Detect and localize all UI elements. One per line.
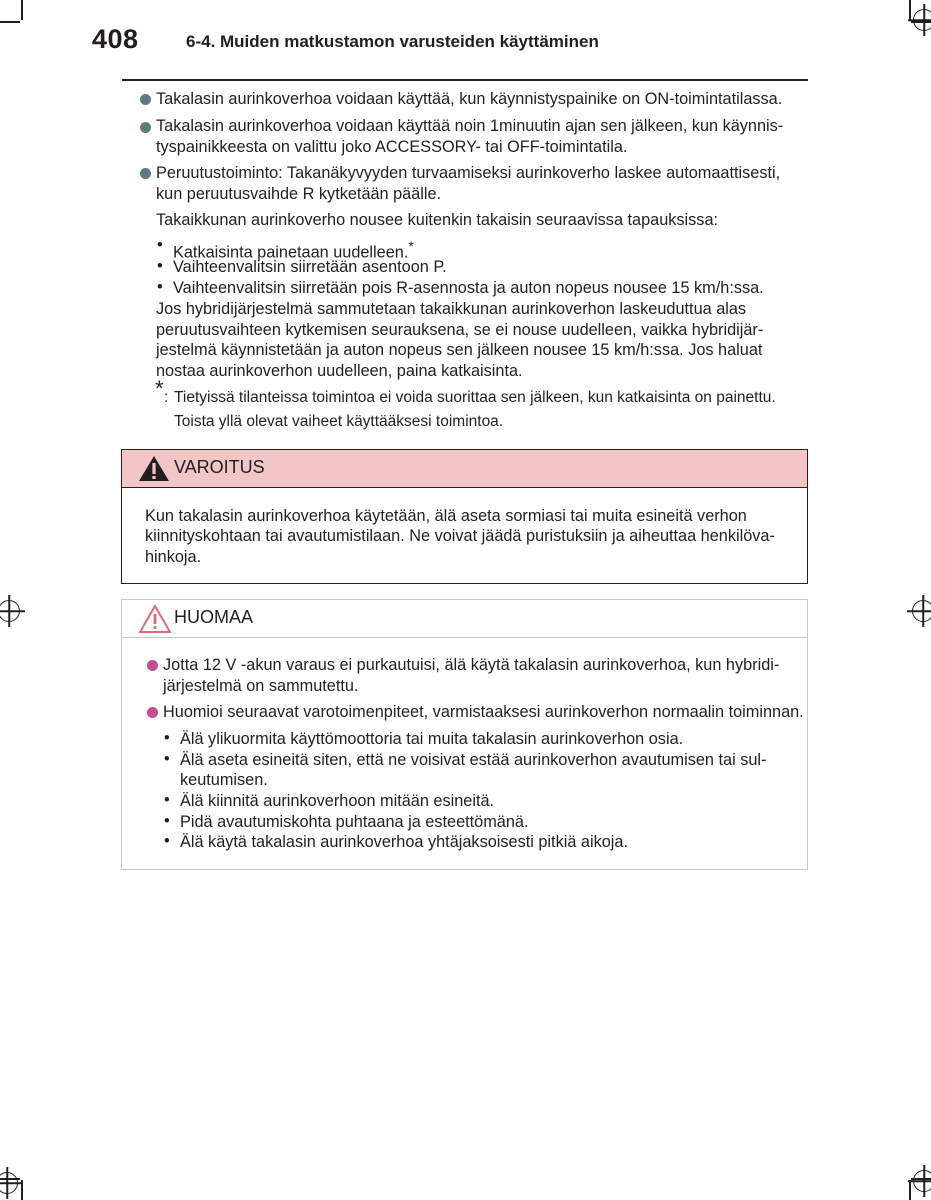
paragraph: Takalasin aurinkoverhoa voidaan käyttää, kun käynnistyspainike on ON-toimintatilassa.: [156, 90, 783, 108]
asterisk: *: [408, 238, 414, 254]
sub-bullet-marker: •: [157, 257, 163, 275]
paragraph-line: Jos hybridijärjestelmä sammutetaan takaikkunan aurinkoverhon laskeuduttua alas: [156, 300, 747, 318]
footnote-colon: :: [164, 389, 169, 406]
sub-bullet-marker: •: [164, 750, 170, 768]
notice-line: Jotta 12 V -akun varaus ei purkautuisi, älä käytä takalasin aurinkoverhoa, kun hybridi-: [163, 656, 780, 674]
bullet-icon: [140, 122, 151, 133]
sub-bullet-text: Vaihteenvalitsin siirretään pois R-asennosta ja auton nopeus nousee 15 km/h:ssa.: [173, 279, 764, 297]
crop-mark: [0, 21, 20, 23]
paragraph-line: Peruutustoiminto: Takanäkyvyyden turvaamiseksi aurinkoverho laskee automaattisesti,: [156, 164, 781, 182]
notice-title: HUOMAA: [174, 607, 254, 627]
notice-sub-item: keutumisen.: [180, 771, 268, 789]
bullet-icon: [147, 660, 158, 671]
notice-sub-item: Pidä avautumiskohta puhtaana ja esteettömänä.: [180, 813, 529, 831]
caution-triangle-icon: [138, 604, 172, 634]
warning-triangle-icon: [138, 455, 170, 482]
sub-bullet-text: Vaihteenvalitsin siirretään asentoon P.: [173, 258, 447, 276]
warning-box: [121, 449, 808, 584]
registration-mark-icon: [0, 1172, 18, 1194]
registration-mark-icon: [912, 600, 931, 622]
notice-line: järjestelmä on sammutettu.: [163, 677, 359, 695]
paragraph-line: jestelmä käynnistetään ja auton nopeus sen jälkeen nousee 15 km/h:ssa. Jos haluat: [156, 341, 763, 359]
warning-line: Kun takalasin aurinkoverhoa käytetään, älä aseta sormiasi tai muita esineitä verhon: [145, 507, 747, 525]
footnote-text: Tietyissä tilanteissa toimintoa ei voida suorittaa sen jälkeen, kun katkaisinta on painettu.: [174, 389, 776, 406]
notice-sub-item: Älä kiinnitä aurinkoverhoon mitään esineitä.: [180, 792, 495, 810]
warning-header: [122, 450, 807, 488]
registration-mark-icon: [913, 9, 931, 31]
bullet-icon: [140, 168, 151, 179]
footnote-marker: *: [155, 376, 164, 401]
sub-bullet-marker: •: [164, 729, 170, 747]
sub-bullet-marker: •: [157, 278, 163, 296]
notice-header: [122, 600, 807, 638]
notice-sub-item: Älä aseta esineitä siten, että ne voisivat estää aurinkoverhon avautumisen tai sul-: [180, 751, 767, 769]
sub-bullet-marker: •: [157, 236, 163, 254]
paragraph-line: kun peruutusvaihde R kytketään päälle.: [156, 185, 442, 203]
sub-bullet-text: Katkaisinta painetaan uudelleen.*: [173, 238, 414, 262]
page-number: 408: [92, 24, 139, 54]
section-title: 6-4. Muiden matkustamon varusteiden käyttäminen: [186, 32, 599, 51]
bullet-icon: [140, 94, 151, 105]
sub-bullet-marker: •: [164, 812, 170, 830]
warning-title: VAROITUS: [174, 457, 265, 477]
bullet-icon: [147, 707, 158, 718]
warning-line: kiinnityskohtaan tai avautumistilaan. Ne voivat jäädä puristuksiin ja aiheuttaa henkilöva-: [145, 527, 775, 545]
notice-line: Huomioi seuraavat varotoimenpiteet, varmistaaksesi aurinkoverhon normaalin toiminnan.: [163, 703, 804, 721]
paragraph-line: Takaikkunan aurinkoverho nousee kuitenkin takaisin seuraavissa tapauksissa:: [156, 211, 719, 229]
paragraph-line: nostaa aurinkoverhon uudelleen, paina katkaisinta.: [156, 362, 523, 380]
paragraph-line: tyspainikkeesta on valittu joko ACCESSORY- tai OFF-toimintatila.: [156, 138, 628, 156]
sub-bullet-marker: •: [164, 832, 170, 850]
notice-sub-item: Älä ylikuormita käyttömoottoria tai muita takalasin aurinkoverhon osia.: [180, 730, 684, 748]
notice-sub-item: Älä käytä takalasin aurinkoverhoa yhtäjaksoisesti pitkiä aikoja.: [180, 833, 628, 851]
footnote-text: Toista yllä olevat vaiheet käyttääksesi toimintoa.: [174, 413, 504, 430]
paragraph-line: Takalasin aurinkoverhoa voidaan käyttää noin 1minuutin ajan sen jälkeen, kun käynnis-: [156, 117, 784, 135]
paragraph-line: peruutusvaihteen kytkemisen seurauksena, se ei nouse uudelleen, vaikka hybridijär-: [156, 321, 764, 339]
header-rule: [122, 79, 808, 81]
sub-bullet-marker: •: [164, 791, 170, 809]
crop-mark: [21, 0, 23, 20]
crop-mark: [909, 1180, 911, 1200]
crop-mark: [909, 0, 911, 20]
warning-line: hinkoja.: [145, 548, 202, 566]
registration-mark-icon: [0, 600, 20, 622]
registration-mark-icon: [913, 1170, 931, 1192]
notice-box: [121, 599, 808, 870]
